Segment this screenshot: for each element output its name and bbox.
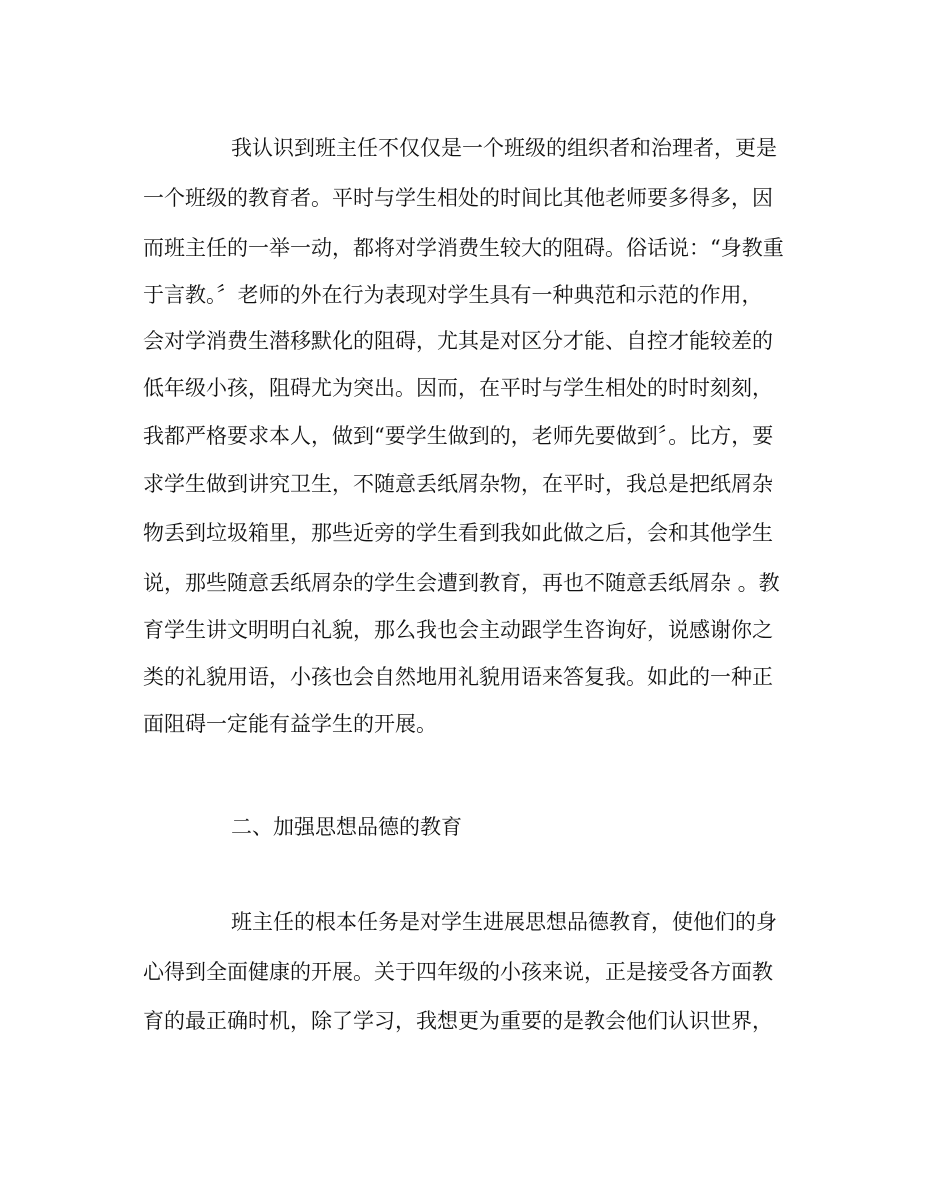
- paragraph-1-line-6: 低年级小孩，阻碍尤为突出。因而，在平时与学生相处的时时刻刻，: [143, 376, 773, 400]
- paragraph-1-line-2: 一个班级的教育者。平时与学生相处的时间比其他老师要多得多，因: [143, 186, 773, 210]
- paragraph-1-line-8: 求学生做到讲究卫生，不随意丢纸屑杂物，在平时，我总是把纸屑杂: [143, 472, 773, 496]
- paragraph-1-line-9: 物丢到垃圾箱里，那些近旁的学生看到我如此做之后，会和其他学生: [143, 521, 773, 545]
- paragraph-1-line-12: 类的礼貌用语，小孩也会自然地用礼貌用语来答复我。如此的一种正: [143, 665, 773, 689]
- paragraph-2-line-3: 育的最正确时机，除了学习，我想更为重要的是教会他们认识世界，: [143, 1009, 773, 1033]
- paragraph-1-line-1: 我认识到班主任不仅仅是一个班级的组织者和治理者，更是: [231, 136, 777, 160]
- paragraph-1-line-5: 会对学消费生潜移默化的阻碍，尤其是对区分才能、自控才能较差的: [143, 329, 773, 353]
- paragraph-1-line-3: 而班主任的一举一动，都将对学消费生较大的阻碍。俗话说：“身教重: [143, 236, 784, 260]
- paragraph-2-line-1: 班主任的根本任务是对学生进展思想品德教育，使他们的身: [231, 910, 777, 934]
- paragraph-1-line-7: 我都严格要求本人，做到“要学生做到的，老师先要做到〞。比方，要: [143, 424, 774, 448]
- paragraph-1-line-11: 育学生讲文明明白礼貌，那么我也会主动跟学生咨询好，说感谢你之: [143, 618, 773, 642]
- paragraph-1-line-13: 面阻碍一定能有益学生的开展。: [143, 712, 437, 736]
- paragraph-1-line-10: 说，那些随意丢纸屑杂的学生会遭到教育，再也不随意丢纸屑杂 。教: [143, 571, 780, 595]
- paragraph-2-line-2: 心得到全面健康的开展。关于四年级的小孩来说，正是接受各方面教: [143, 960, 773, 984]
- paragraph-1-line-4: 于言教。〞老师的外在行为表现对学生具有一种典范和示范的作用，: [143, 283, 763, 307]
- section-heading-2: 二、加强思想品德的教育: [231, 815, 462, 839]
